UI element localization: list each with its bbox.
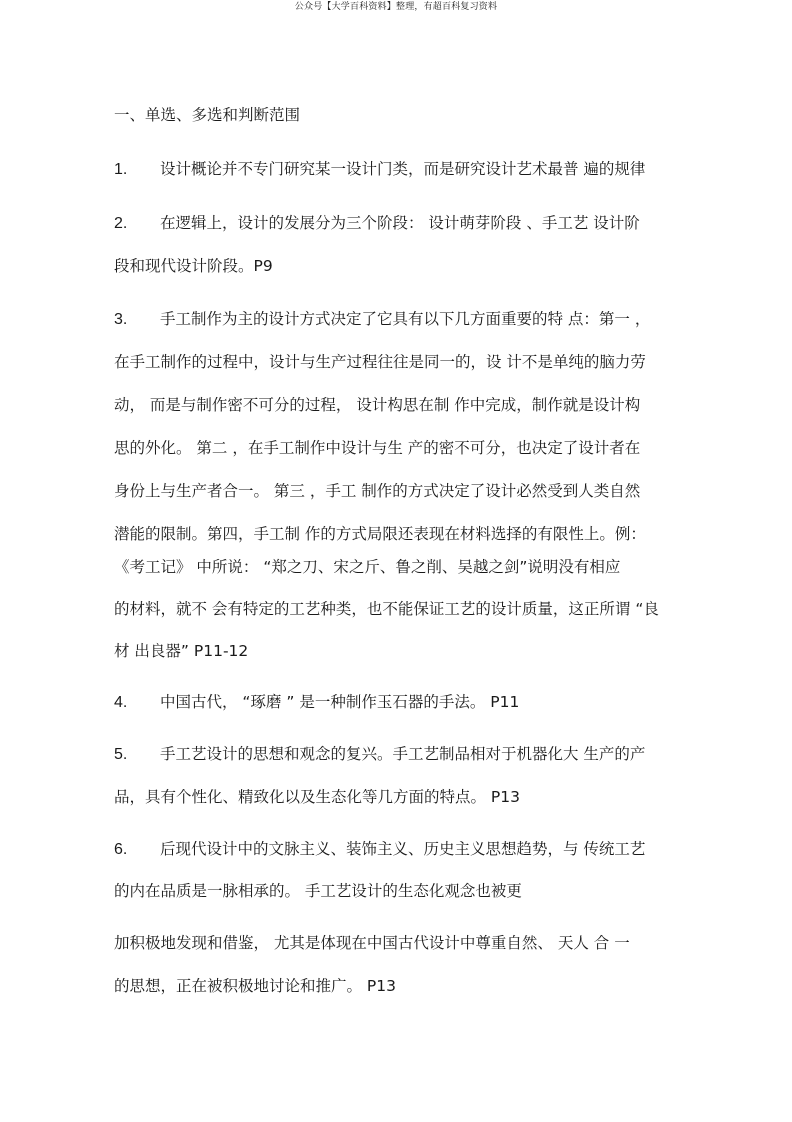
item-text: 手工艺设计的思想和观念的复兴。手工艺制品相对于机器化大 生产的产 [160, 745, 646, 763]
item-text: 手工制作为主的设计方式决定了它具有以下几方面重要的特 点：第一 ， [160, 310, 651, 328]
list-item-1 [114, 158, 645, 181]
item-number: 3. [114, 311, 128, 328]
item-continuation-line: 段和现代设计阶段。P9 [114, 257, 273, 275]
item-continuation-line: 身份上与生产者合一。 第三 ，手工 制作的方式决定了设计必然受到人类自然 [114, 482, 641, 500]
item-continuation-line: 加积极地发现和借鉴， 尤其是体现在中国古代设计中尊重自然、 天人 合 一 [114, 934, 630, 952]
item-continuation-line: 思的外化。 第二 ，在手工制作中设计与生 产的密不可分，也决定了设计者在 [114, 439, 641, 457]
item-continuation-line: 的材料，就不 会有特定的工艺种类，也不能保证工艺的设计质量，这正所谓 “良 [114, 600, 659, 618]
item-continuation-line: 材 出良器” P11-12 [114, 642, 249, 660]
list-item-3 [114, 308, 650, 331]
item-continuation-line: 动， 而是与制作密不可分的过程， 设计构思在制 作中完成，制作就是设计构 [114, 396, 641, 414]
item-text: 在逻辑上，设计的发展分为三个阶段： 设计萌芽阶段 、手工艺 设计阶 [160, 214, 640, 232]
item-continuation-line: 潜能的限制。第四，手工制 作的方式局限还表现在材料选择的有限性上。例： [114, 525, 646, 543]
list-item-2 [114, 212, 640, 235]
item-text: 设计概论并不专门研究某一设计门类，而是研究设计艺术最普 遍的规律 [160, 160, 646, 178]
section-title: 一、单选、多选和判断范围 [114, 106, 301, 124]
item-continuation-line: 品，具有个性化、精致化以及生态化等几方面的特点。 P13 [114, 788, 520, 806]
item-number: 4. [114, 694, 128, 711]
item-number: 1. [114, 161, 128, 178]
item-number: 6. [114, 841, 128, 858]
list-item-4 [114, 691, 519, 714]
item-text: 后现代设计中的文脉主义、装饰主义、历史主义思想趋势，与 传统工艺 [160, 840, 646, 858]
item-number: 5. [114, 746, 128, 763]
item-continuation-line: 的内在品质是一脉相承的。 手工艺设计的生态化观念也被更 [114, 882, 522, 900]
list-item-5 [114, 743, 645, 766]
item-continuation-line: 在手工制作的过程中，设计与生产过程往往是同一的，设 计不是单纯的脑力劳 [114, 353, 646, 371]
list-item-6 [114, 838, 645, 861]
item-continuation-line: 的思想，正在被积极地讨论和推广。 P13 [114, 977, 396, 995]
item-text: 中国古代， “琢磨 ” 是一种制作玉石器的手法。 P11 [160, 693, 520, 711]
header-note: 公众号【大学百科资料】整理，有超百科复习资料 [294, 2, 498, 12]
item-number: 2. [114, 215, 128, 232]
item-continuation-line: 《考工记》 中所说： “郑之刀、宋之斤、鲁之削、吴越之剑”说明没有相应 [114, 558, 621, 576]
